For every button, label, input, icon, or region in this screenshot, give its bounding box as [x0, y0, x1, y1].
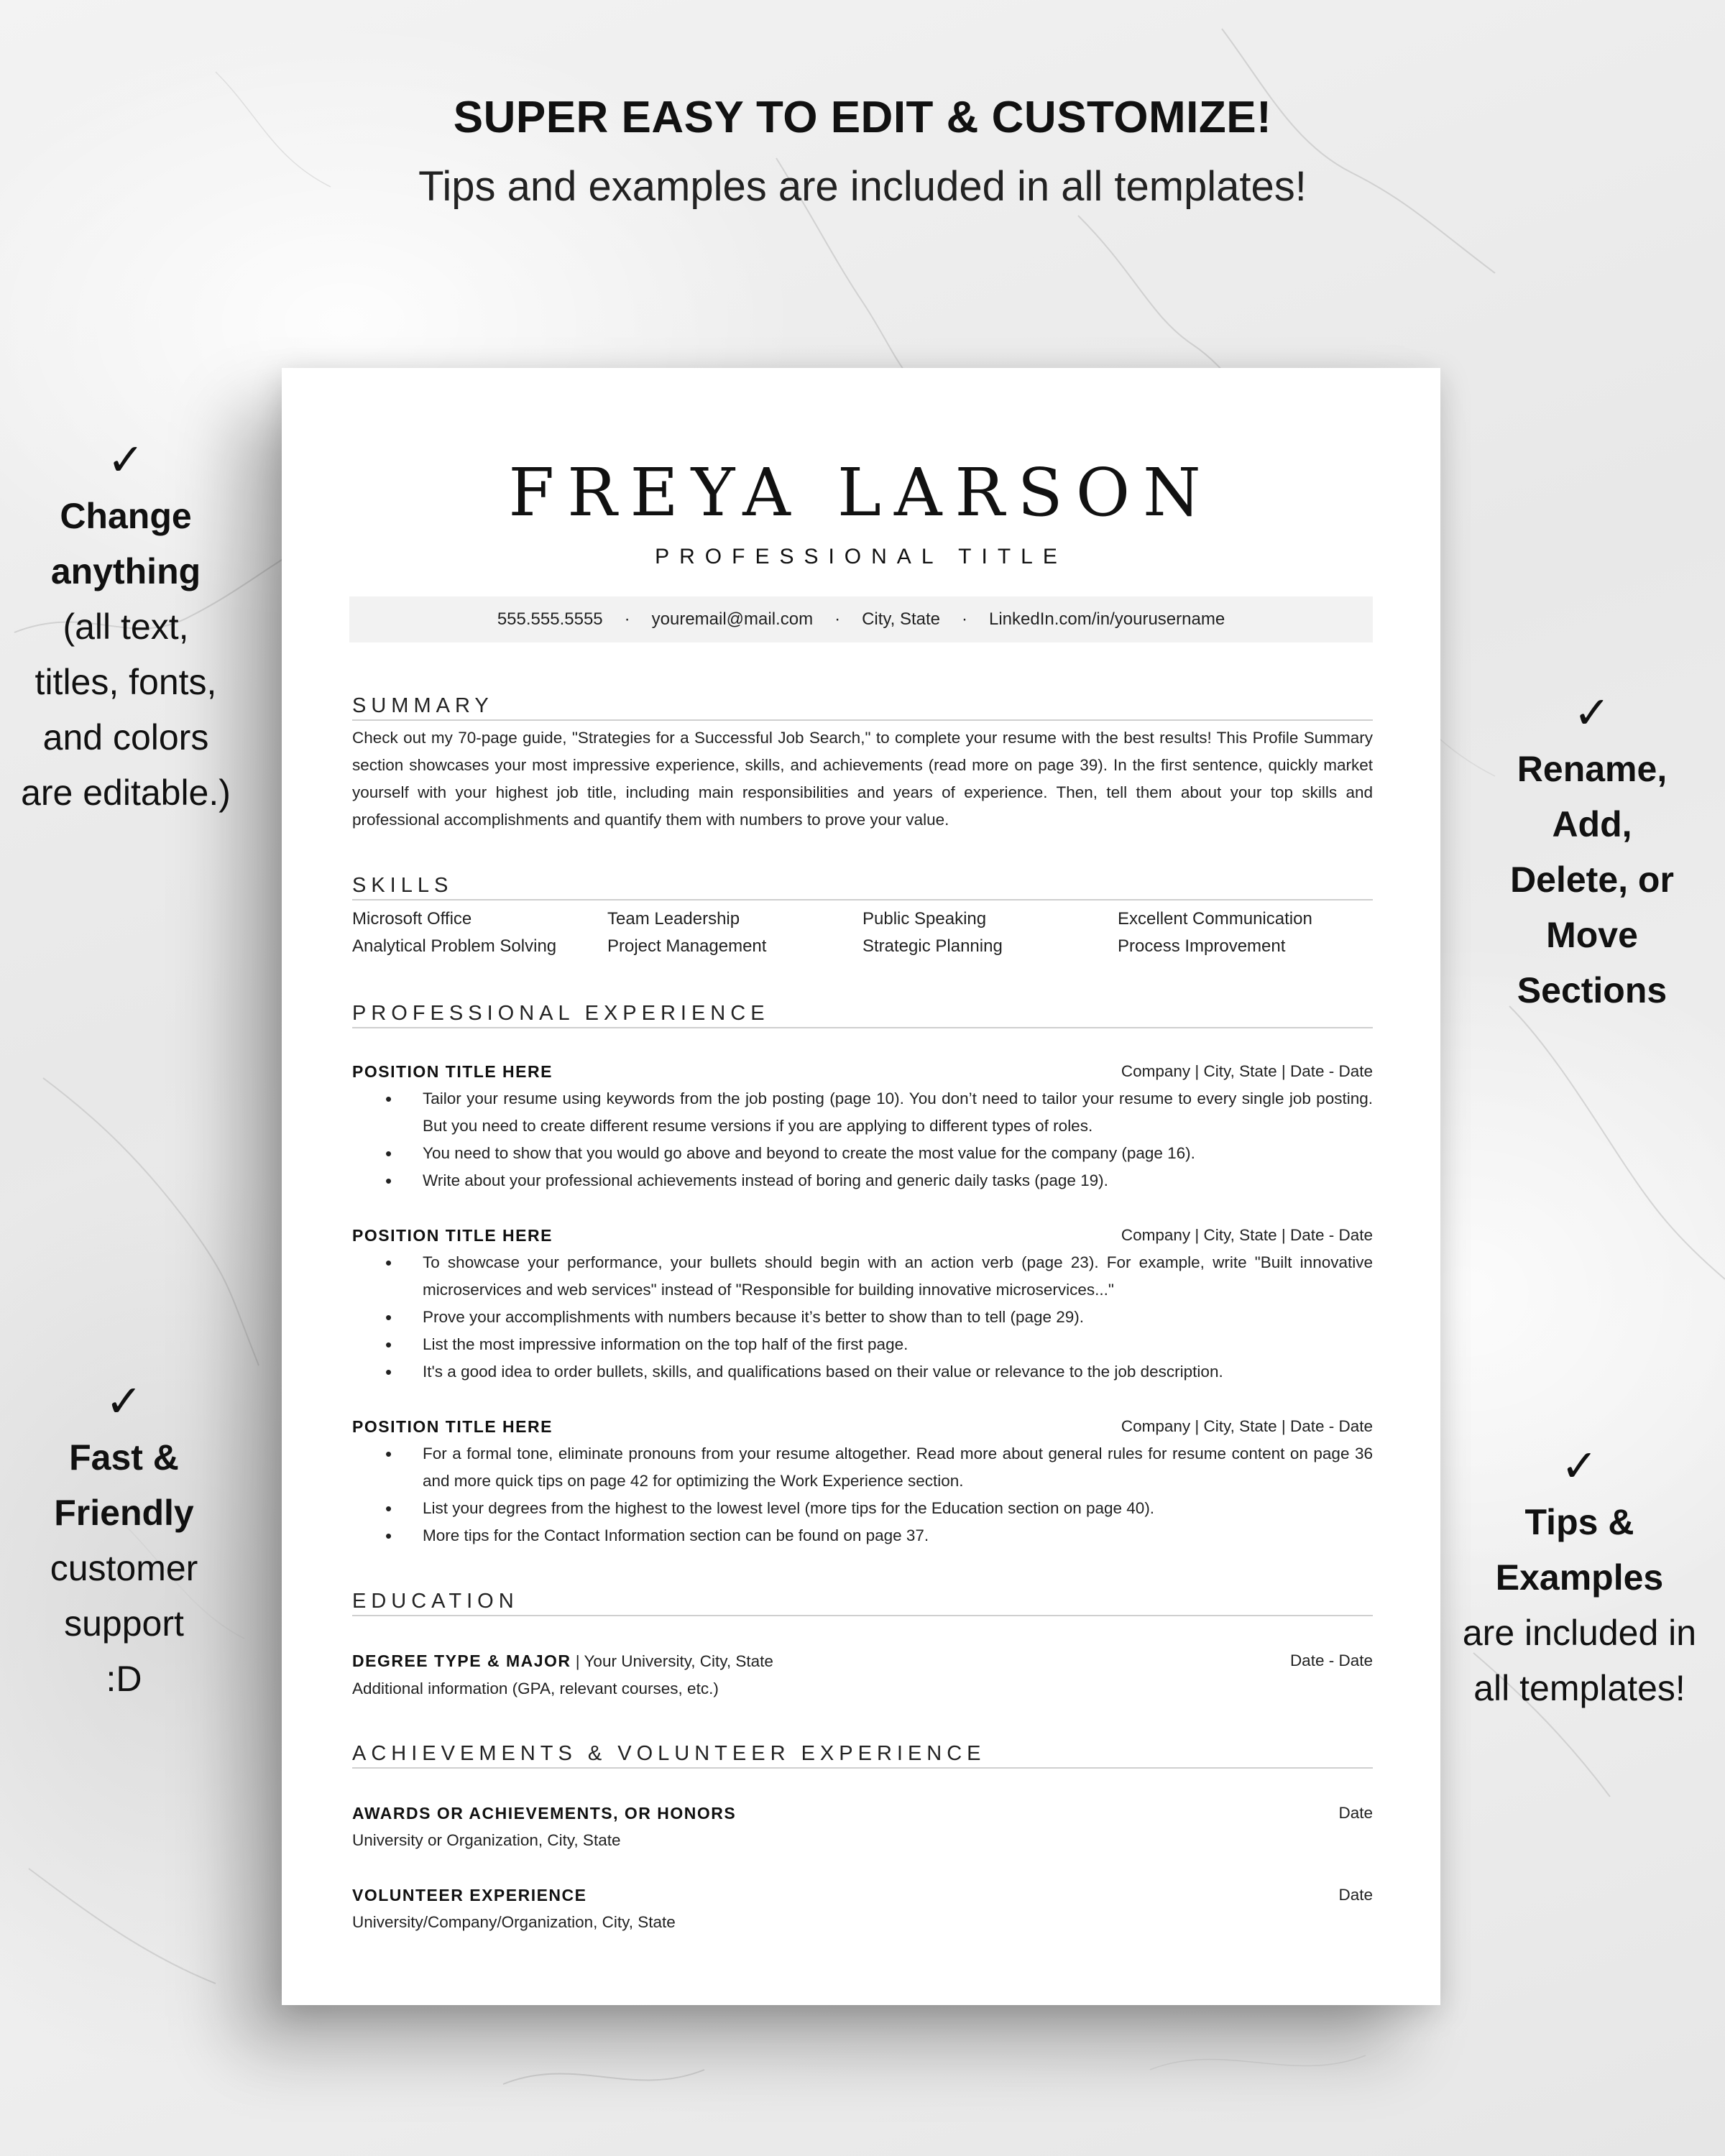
feature-title: Sections	[1517, 970, 1668, 1010]
checkmark-icon: ✓	[1560, 1439, 1598, 1492]
contact-bar	[349, 596, 1373, 642]
achievements-heading: ACHIEVEMENTS & VOLUNTEER EXPERIENCE	[352, 1742, 1373, 1769]
resume-name: FREYA LARSON	[508, 454, 1214, 531]
job-entry	[352, 1058, 1373, 1194]
feature-text: are included in	[1462, 1613, 1697, 1653]
volunteer-title: VOLUNTEER EXPERIENCE	[352, 1886, 587, 1904]
feature-title: Delete, or	[1510, 860, 1674, 900]
summary-heading: SUMMARY	[352, 694, 1373, 721]
job-bullet: • You need to show that you would go above and beyond to create the most value for the company (page 16).	[352, 1140, 1373, 1167]
resume-page	[282, 368, 1440, 2005]
skills-row	[352, 933, 1373, 960]
education-entry	[352, 1647, 1373, 1703]
skill-item: Analytical Problem Solving	[352, 936, 557, 956]
volunteer-organization: University/Company/Organization, City, State	[352, 1913, 676, 1931]
job-meta: Company | City, State | Date - Date	[1121, 1062, 1373, 1080]
skill-item: Project Management	[607, 936, 767, 956]
skills-row	[352, 906, 1373, 933]
skill-item: Microsoft Office	[352, 909, 472, 929]
education-info: Additional information (GPA, relevant courses, etc.)	[352, 1680, 719, 1697]
checkmark-icon: ✓	[1573, 686, 1611, 739]
volunteer-entry	[352, 1881, 1373, 1936]
headline: SUPER EASY TO EDIT & CUSTOMIZE!	[453, 93, 1272, 142]
job-title: POSITION TITLE HERE	[352, 1062, 553, 1081]
contact-phone: 555.555.5555	[497, 609, 603, 629]
separator: ·	[834, 609, 841, 629]
feature-text: :D	[106, 1659, 142, 1699]
feature-title: Fast &	[69, 1437, 179, 1478]
job-title: POSITION TITLE HERE	[352, 1417, 553, 1436]
feature-title: Change	[60, 496, 192, 536]
job-bullet: • To showcase your performance, your bullets should begin with an action verb (page 23). For example, write "Built innovative microservices and web services" instead of "Responsible for building innovative microservices..."	[352, 1249, 1373, 1304]
feature-text: titles, fonts,	[34, 662, 217, 702]
contact-linkedin: LinkedIn.com/in/yourusername	[989, 609, 1225, 629]
skill-item: Process Improvement	[1118, 936, 1286, 956]
skills-grid	[352, 906, 1373, 960]
job-bullet: • Prove your accomplishments with numbers because it’s better to show than to tell (page 29).	[352, 1304, 1373, 1331]
feature-title: anything	[50, 551, 201, 591]
job-entry	[352, 1413, 1373, 1549]
job-bullet: • Tailor your resume using keywords from the job posting (page 10). You don’t need to tailor your resume to every single job posting. But you need to create different resume versions if you are applying to different types of roles.	[352, 1085, 1373, 1140]
checkmark-icon: ✓	[105, 1375, 143, 1427]
education-heading: EDUCATION	[352, 1590, 1373, 1616]
awards-entry	[352, 1800, 1373, 1854]
contact-location: City, State	[862, 609, 940, 629]
job-bullet: • It's a good idea to order bullets, skills, and qualifications based on their value or relevance to the job description.	[352, 1358, 1373, 1386]
job-bullet: • For a formal tone, eliminate pronouns from your resume altogether. Read more about general rules for resume content on page 36 and more quick tips on page 42 for optimizing the Work Experience section.	[352, 1440, 1373, 1495]
checkmark-icon: ✓	[107, 433, 144, 486]
job-bullet: • List the most impressive information on the top half of the first page.	[352, 1331, 1373, 1358]
job-bullet: • List your degrees from the highest to the lowest level (more tips for the Education section on page 40).	[352, 1495, 1373, 1522]
separator: ·	[624, 609, 630, 629]
job-meta: Company | City, State | Date - Date	[1121, 1226, 1373, 1244]
awards-title: AWARDS OR ACHIEVEMENTS, OR HONORS	[352, 1804, 737, 1823]
feature-title: Examples	[1495, 1557, 1664, 1598]
degree-title: DEGREE TYPE & MAJOR	[352, 1651, 571, 1670]
awards-organization: University or Organization, City, State	[352, 1831, 621, 1849]
feature-title: Add,	[1552, 804, 1632, 844]
feature-customer-support	[0, 1373, 248, 1707]
feature-title: Friendly	[54, 1493, 194, 1533]
experience-heading: PROFESSIONAL EXPERIENCE	[352, 1002, 1373, 1028]
skill-item: Public Speaking	[862, 909, 987, 929]
feature-title: Move	[1546, 915, 1638, 955]
feature-text: are editable.)	[21, 773, 231, 813]
degree-school: | Your University, City, State	[571, 1652, 773, 1670]
skills-heading: SKILLS	[352, 874, 1373, 900]
separator: ·	[962, 609, 967, 629]
skill-item: Strategic Planning	[862, 936, 1003, 956]
resume-professional-title: PROFESSIONAL TITLE	[655, 545, 1067, 568]
feature-title: Rename,	[1517, 749, 1668, 789]
feature-text: customer	[50, 1548, 198, 1588]
skill-item: Team Leadership	[607, 909, 740, 929]
contact-email: youremail@mail.com	[651, 609, 814, 629]
subheadline: Tips and examples are included in all templates!	[418, 163, 1307, 210]
skill-item: Excellent Communication	[1118, 909, 1312, 929]
feature-change-anything	[0, 431, 252, 821]
summary-text: Check out my 70-page guide, "Strategies for a Successful Job Search," to complete your resume with the best results! This Profile Summary section showcases your most impressive experience, skills, and achievements (read more on page 39). In the first sentence, quickly market yourself with your highest job title, including main responsibilities and years of experience. Then, tell them about your top skills and professional accomplishments and quantify them with numbers to prove your value.	[352, 729, 1373, 829]
awards-date: Date	[1338, 1804, 1373, 1822]
feature-tips-examples	[1448, 1437, 1711, 1716]
feature-text: all templates!	[1473, 1668, 1685, 1708]
job-meta: Company | City, State | Date - Date	[1121, 1417, 1373, 1435]
feature-text: support	[64, 1603, 184, 1644]
job-bullet: • More tips for the Contact Information section can be found on page 37.	[352, 1522, 1373, 1549]
education-date: Date - Date	[1289, 1651, 1373, 1669]
job-title: POSITION TITLE HERE	[352, 1226, 553, 1245]
feature-title: Tips &	[1524, 1502, 1634, 1542]
job-entry	[352, 1222, 1373, 1386]
volunteer-date: Date	[1338, 1886, 1373, 1904]
feature-text: and colors	[42, 717, 209, 757]
feature-text: (all text,	[63, 607, 189, 647]
feature-rename-sections	[1488, 684, 1696, 1018]
job-bullet: • Write about your professional achievements instead of boring and generic daily tasks (page 19).	[352, 1167, 1373, 1194]
